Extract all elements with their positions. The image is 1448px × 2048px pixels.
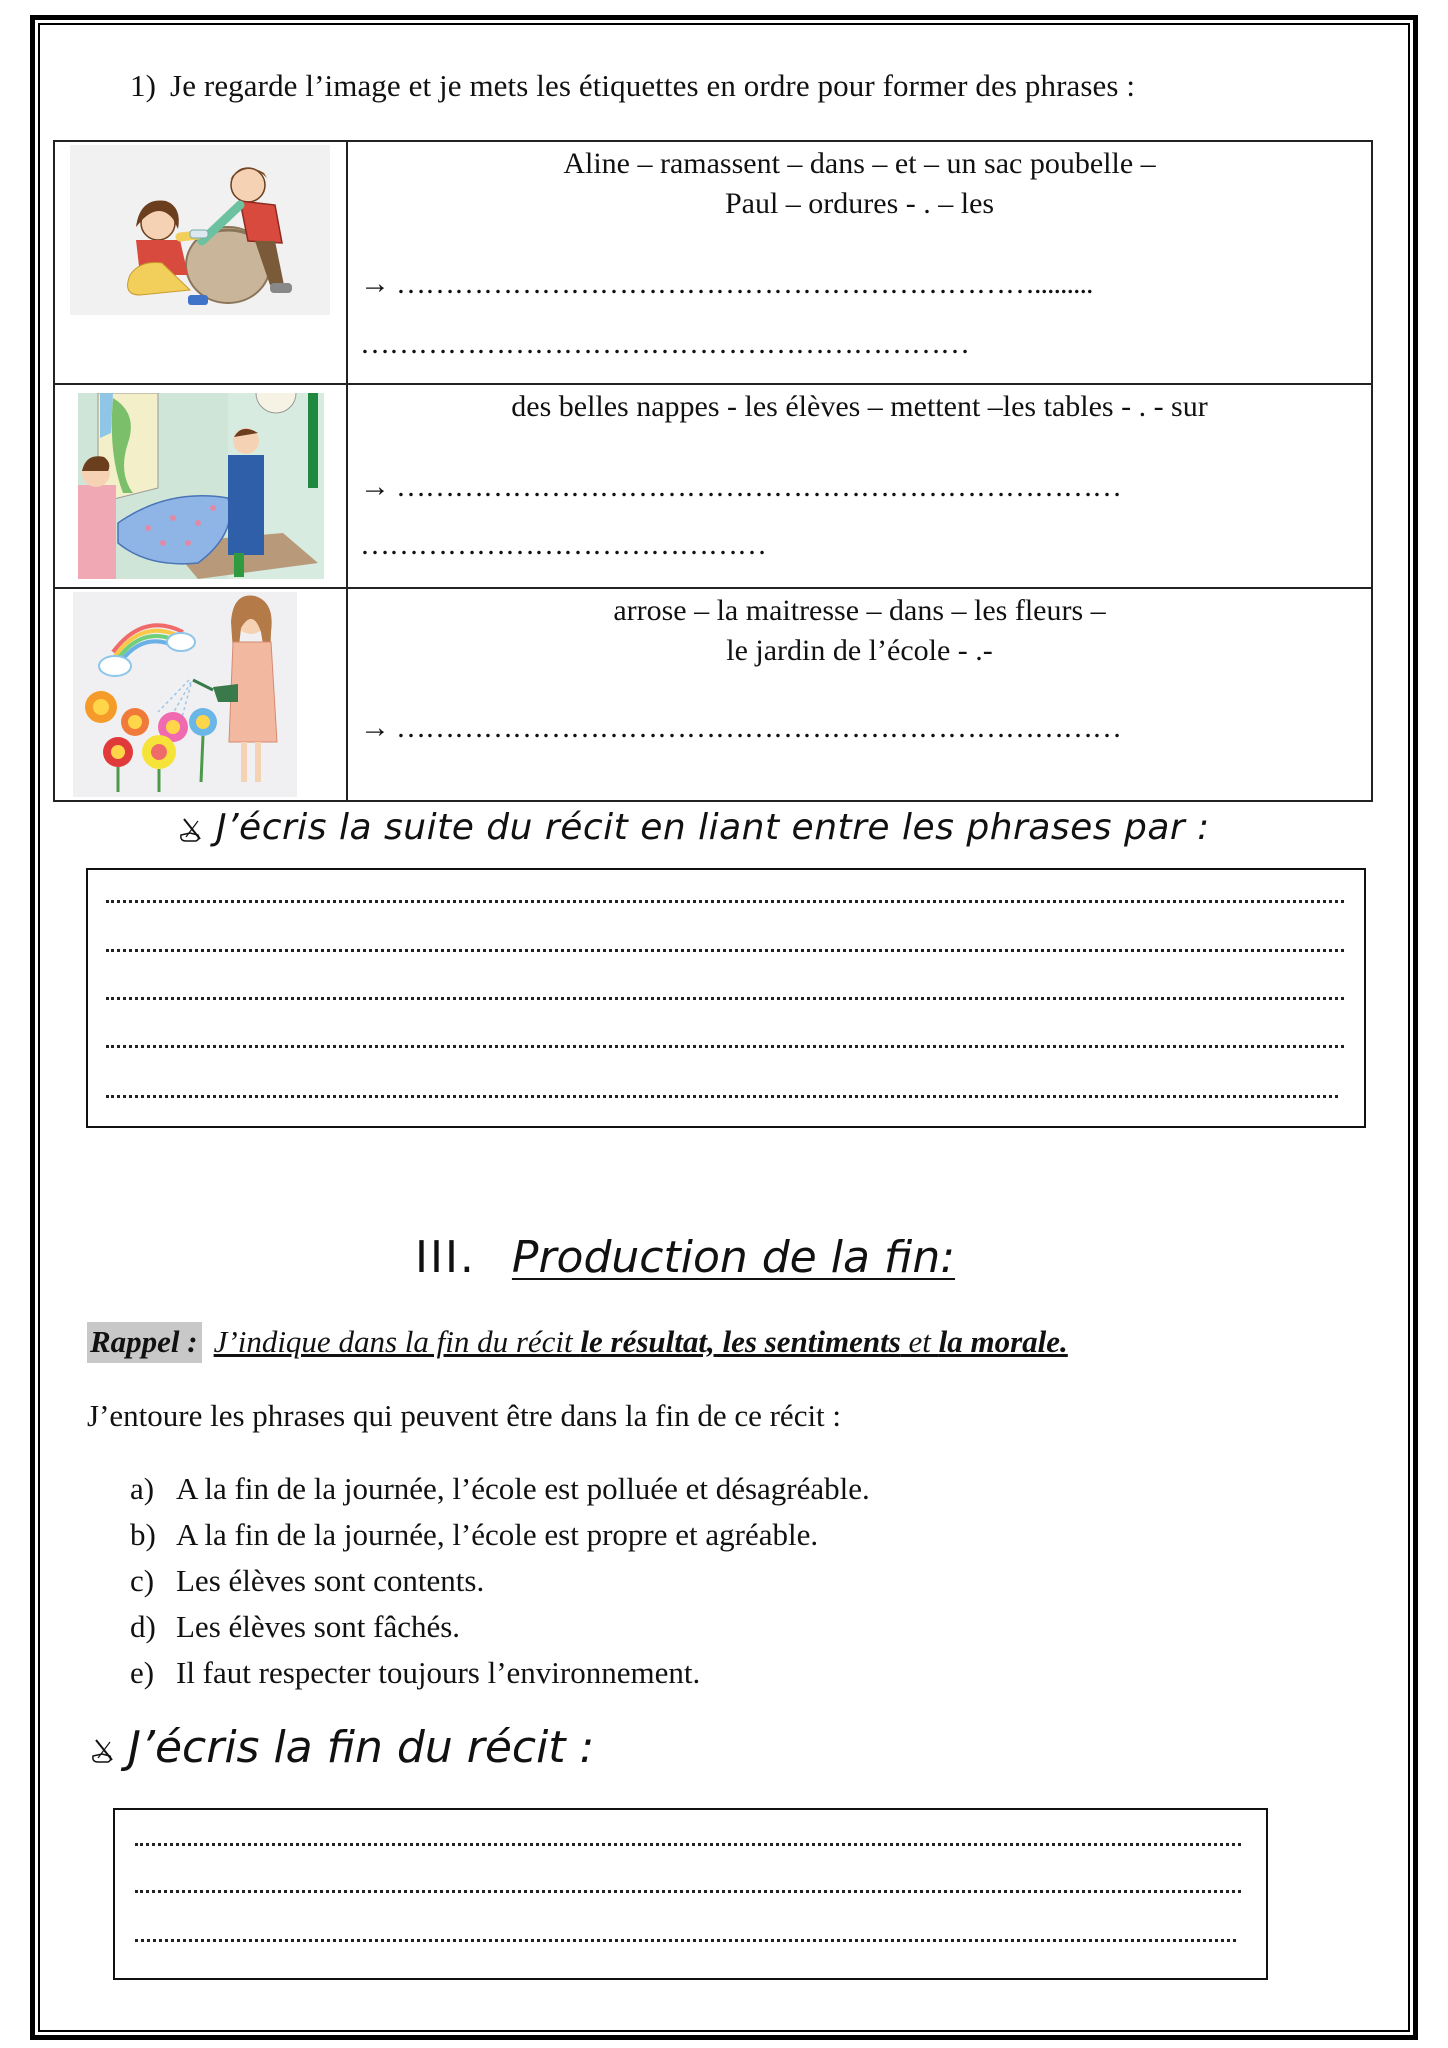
labels-line: le jardin de l’école - .- bbox=[726, 634, 993, 667]
writing-hand-icon bbox=[178, 815, 208, 843]
writing-line[interactable] bbox=[106, 949, 1344, 952]
arrow-icon: → bbox=[360, 711, 390, 744]
answer-dots: ………………………………………………………………… bbox=[396, 711, 1121, 744]
choice-letter: c) bbox=[130, 1563, 155, 1598]
exercise-instruction-text: Je regarde l’image et je mets les étiquettes en ordre pour former des phrases : bbox=[170, 68, 1136, 103]
choice-text: A la fin de la journée, l’école est polluée et désagréable. bbox=[176, 1471, 870, 1506]
image-cell bbox=[54, 588, 347, 801]
choice-list bbox=[130, 1466, 870, 1696]
answer-line[interactable] bbox=[360, 267, 1093, 301]
choice-letter: e) bbox=[130, 1655, 155, 1690]
choice-text: Il faut respecter toujours l’environnement. bbox=[176, 1655, 701, 1690]
reminder-keyword: le résultat, les sentiments bbox=[580, 1324, 901, 1359]
teacher-watering-flowers-illustration bbox=[73, 592, 297, 797]
writing-line[interactable] bbox=[106, 997, 1344, 1000]
answer-line[interactable] bbox=[360, 528, 766, 562]
writing-line[interactable] bbox=[135, 1939, 1236, 1942]
continuation-heading-text: J’écris la suite du récit en liant entre les phrases par : bbox=[216, 807, 1210, 848]
answer-dots: ……………………………………………………… bbox=[360, 327, 969, 360]
answer-dots: …………………………………… bbox=[360, 528, 766, 561]
labels-cell bbox=[347, 384, 1372, 588]
answer-line[interactable] bbox=[360, 327, 969, 361]
reminder bbox=[87, 1324, 1068, 1360]
writing-hand-icon bbox=[90, 1736, 120, 1764]
choice-letter: b) bbox=[130, 1517, 156, 1552]
answer-line[interactable] bbox=[360, 470, 1121, 504]
exercise-number: 1) bbox=[130, 68, 157, 103]
choice-text: Les élèves sont contents. bbox=[176, 1563, 485, 1598]
exercise-instruction bbox=[130, 68, 1135, 104]
image-cell bbox=[54, 384, 347, 588]
ending-heading bbox=[90, 1722, 594, 1773]
sentence-ordering-table bbox=[53, 140, 1373, 802]
ending-answer-box[interactable] bbox=[113, 1808, 1268, 1980]
choice-item[interactable] bbox=[130, 1512, 870, 1558]
image-cell bbox=[54, 141, 347, 384]
reminder-text bbox=[214, 1324, 1068, 1359]
labels-line: arrose – la maitresse – dans – les fleurs – bbox=[613, 594, 1106, 627]
reminder-keyword: la morale. bbox=[938, 1324, 1068, 1359]
table-row bbox=[54, 588, 1372, 801]
choice-letter: a) bbox=[130, 1471, 155, 1506]
choice-item[interactable] bbox=[130, 1650, 870, 1696]
choice-letter: d) bbox=[130, 1609, 156, 1644]
continuation-heading bbox=[178, 807, 1210, 848]
writing-line[interactable] bbox=[135, 1843, 1241, 1846]
reminder-label: Rappel : bbox=[87, 1322, 202, 1363]
answer-dots: ………………………………………………………………… bbox=[396, 470, 1121, 503]
section-number: III. bbox=[415, 1232, 476, 1283]
arrow-icon: → bbox=[360, 470, 390, 503]
section-title bbox=[415, 1232, 955, 1283]
continuation-answer-box[interactable] bbox=[86, 868, 1366, 1128]
labels-cell bbox=[347, 588, 1372, 801]
labels-cell bbox=[347, 141, 1372, 384]
table-row bbox=[54, 384, 1372, 588]
pupils-laying-tablecloth-illustration bbox=[78, 393, 324, 579]
writing-line[interactable] bbox=[135, 1890, 1241, 1893]
reminder-text-part: J’indique dans la fin du récit bbox=[213, 1324, 581, 1359]
arrow-icon: → bbox=[360, 267, 390, 300]
children-collecting-trash-illustration bbox=[70, 145, 330, 315]
choice-instruction: J’entoure les phrases qui peuvent être dans la fin de ce récit : bbox=[87, 1398, 842, 1433]
reminder-text-part: et bbox=[900, 1324, 939, 1359]
table-row bbox=[54, 141, 1372, 384]
section-title-text: Production de la fin: bbox=[511, 1232, 956, 1283]
labels-line: Paul – ordures - . – les bbox=[724, 187, 995, 220]
labels-line: des belles nappes - les élèves – mettent –les tables - . - sur bbox=[511, 390, 1208, 423]
ending-heading-text: J’écris la fin du récit : bbox=[128, 1722, 595, 1773]
writing-line[interactable] bbox=[106, 900, 1344, 903]
answer-line[interactable] bbox=[360, 711, 1121, 745]
choice-item[interactable] bbox=[130, 1604, 870, 1650]
labels-line: Aline – ramassent – dans – et – un sac poubelle – bbox=[563, 147, 1156, 180]
choice-text: Les élèves sont fâchés. bbox=[176, 1609, 461, 1644]
choice-text: A la fin de la journée, l’école est propre et agréable. bbox=[176, 1517, 819, 1552]
choice-item[interactable] bbox=[130, 1558, 870, 1604]
writing-line[interactable] bbox=[106, 1045, 1344, 1048]
writing-line[interactable] bbox=[106, 1095, 1338, 1098]
choice-item[interactable] bbox=[130, 1466, 870, 1512]
answer-dots: …………………………………………………………......... bbox=[396, 267, 1093, 300]
